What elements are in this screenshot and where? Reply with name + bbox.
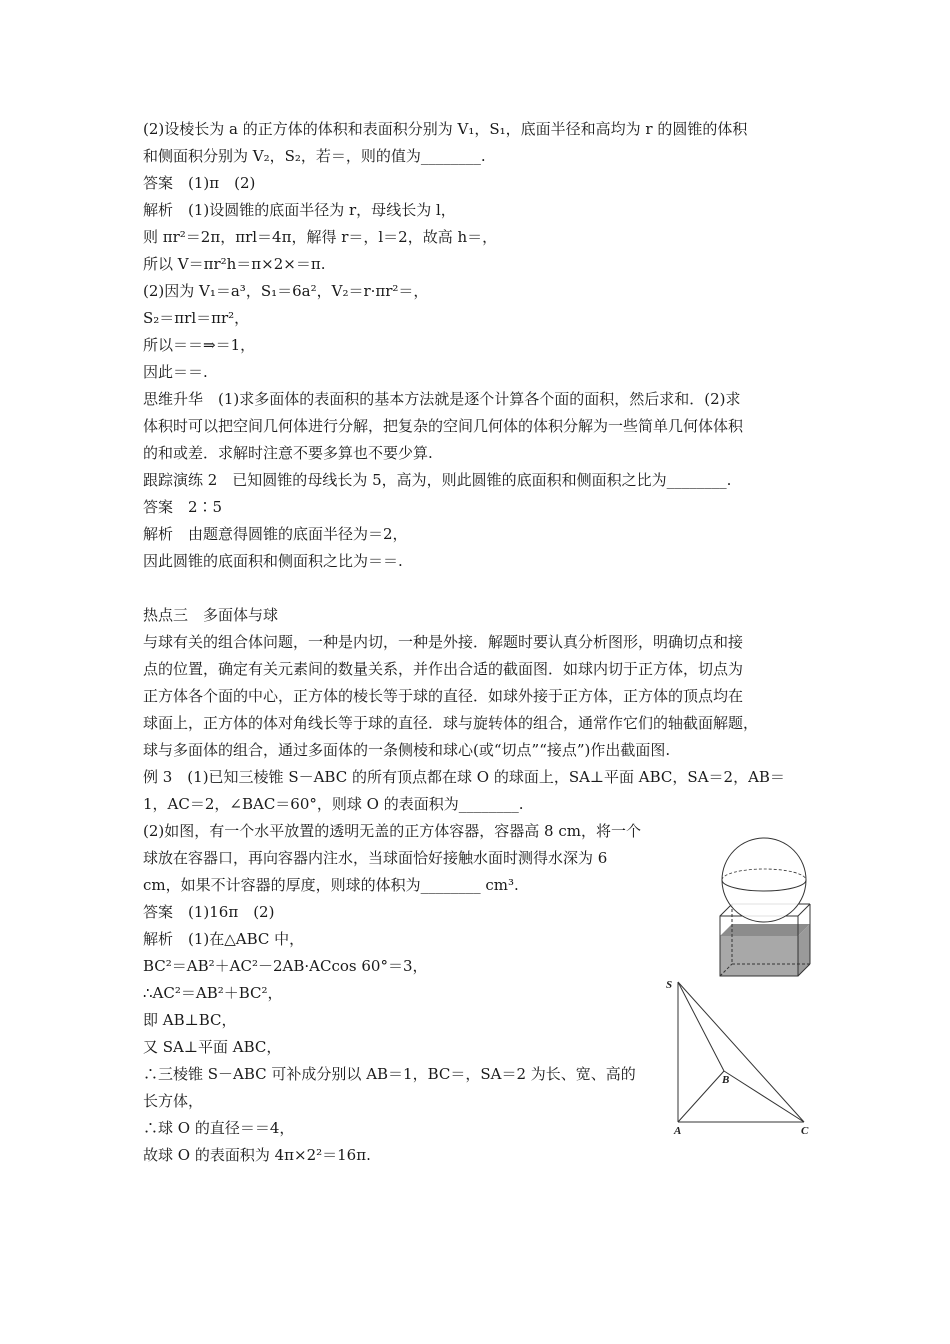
text-line: 1，AC＝2，∠BAC＝60°，则球 O 的表面积为________. — [143, 795, 524, 813]
text-line: S₂＝πrl＝πr²， — [143, 309, 250, 327]
tetrahedron-figure — [662, 976, 818, 1136]
text-line: ∴AC²＝AB²＋BC²， — [143, 984, 283, 1002]
text-line: 解析 由题意得圆锥的底面半径为＝2， — [143, 525, 408, 543]
text-line: 球与多面体的组合，通过多面体的一条侧棱和球心(或“切点”“接点”)作出截面图. — [143, 741, 671, 759]
text-line: ∴三棱锥 S－ABC 可补成分别以 AB＝1，BC＝，SA＝2 为长、宽、高的 — [143, 1065, 636, 1083]
text-line: (2)设棱长为 a 的正方体的体积和表面积分别为 V₁，S₁，底面半径和高均为 r 的圆锥的体积 — [143, 120, 748, 138]
text-line: 和侧面积分别为 V₂，S₂，若＝，则的值为________. — [143, 147, 486, 165]
text-line: 长方体， — [143, 1092, 204, 1110]
text-line: 故球 O 的表面积为 4π×2²＝16π. — [143, 1146, 371, 1164]
text-line: 因此圆锥的底面积和侧面积之比为＝＝. — [143, 552, 403, 570]
text-line: 跟踪演练 2 已知圆锥的母线长为 5，高为，则此圆锥的底面积和侧面积之比为________. — [143, 471, 732, 489]
text-line: 的和或差．求解时注意不要多算也不要少算. — [143, 444, 433, 462]
vertex-label-c: C — [801, 1125, 809, 1136]
text-line: 与球有关的组合体问题，一种是内切，一种是外接．解题时要认真分析图形，明确切点和接 — [143, 633, 744, 651]
text-line: (2)如图，有一个水平放置的透明无盖的正方体容器，容器高 8 cm，将一个 — [143, 822, 641, 840]
text-line: 球面上，正方体的体对角线长等于球的直径．球与旋转体的组合，通常作它们的轴截面解题， — [143, 714, 759, 732]
text-line: 体积时可以把空间几何体进行分解，把复杂的空间几何体的体积分解为一些简单几何体体积 — [143, 417, 744, 435]
text-line: 因此＝＝. — [143, 363, 208, 381]
text-line: 答案 (1)16π (2) — [143, 903, 275, 921]
vertex-label-a: A — [674, 1125, 682, 1136]
text-line: 点的位置，确定有关元素间的数量关系，并作出合适的截面图．如球内切于正方体，切点为 — [143, 660, 744, 678]
text-line: 球放在容器口，再向容器内注水，当球面恰好接触水面时测得水深为 6 — [143, 849, 608, 867]
text-line: BC²＝AB²＋AC²－2AB·ACcos 60°＝3， — [143, 957, 428, 975]
text-line: 解析 (1)在△ABC 中， — [143, 930, 305, 948]
vertex-label-s: S — [666, 979, 673, 991]
edge-bc — [724, 1071, 804, 1122]
text-line: 又 SA⊥平面 ABC， — [143, 1038, 282, 1056]
cube-edge — [720, 904, 732, 916]
text-line: 答案 (1)π (2) — [143, 174, 256, 192]
text-line: 所以＝＝⇒＝1， — [143, 336, 256, 354]
edge-ab — [678, 1071, 724, 1122]
vertex-label-b: B — [722, 1074, 730, 1086]
text-line: 则 πr²＝2π，πrl＝4π，解得 r＝，l＝2，故高 h＝， — [143, 228, 498, 246]
text-line: 即 AB⊥BC， — [143, 1011, 237, 1029]
water-top-face — [720, 924, 810, 936]
text-line: 思维升华 (1)求多面体的表面积的基本方法就是逐个计算各个面的面积，然后求和．(2)求 — [143, 390, 741, 408]
text-line: 热点三 多面体与球 — [143, 606, 279, 624]
text-line: 解析 (1)设圆锥的底面半径为 r，母线长为 l， — [143, 201, 456, 219]
sphere-on-cube-figure — [712, 836, 822, 981]
text-line: 例 3 (1)已知三棱锥 S－ABC 的所有顶点都在球 O 的球面上，SA⊥平面 ABC，SA＝2，AB＝ — [143, 768, 785, 786]
text-line: cm，如果不计容器的厚度，则球的体积为________ cm³. — [143, 876, 519, 894]
edge-sb — [678, 982, 724, 1071]
text-line: (2)因为 V₁＝a³，S₁＝6a²，V₂＝r·πr²＝， — [143, 282, 429, 300]
text-line: 正方体各个面的中心，正方体的棱长等于球的直径．如球外接于正方体，正方体的顶点均在 — [143, 687, 744, 705]
text-line: 答案 2∶5 — [143, 498, 223, 516]
text-line: 所以 V＝πr²h＝π×2×＝π. — [143, 255, 326, 273]
sphere — [722, 838, 806, 922]
cube-edge — [798, 904, 810, 916]
text-line: ∴球 O 的直径＝＝4， — [143, 1119, 295, 1137]
